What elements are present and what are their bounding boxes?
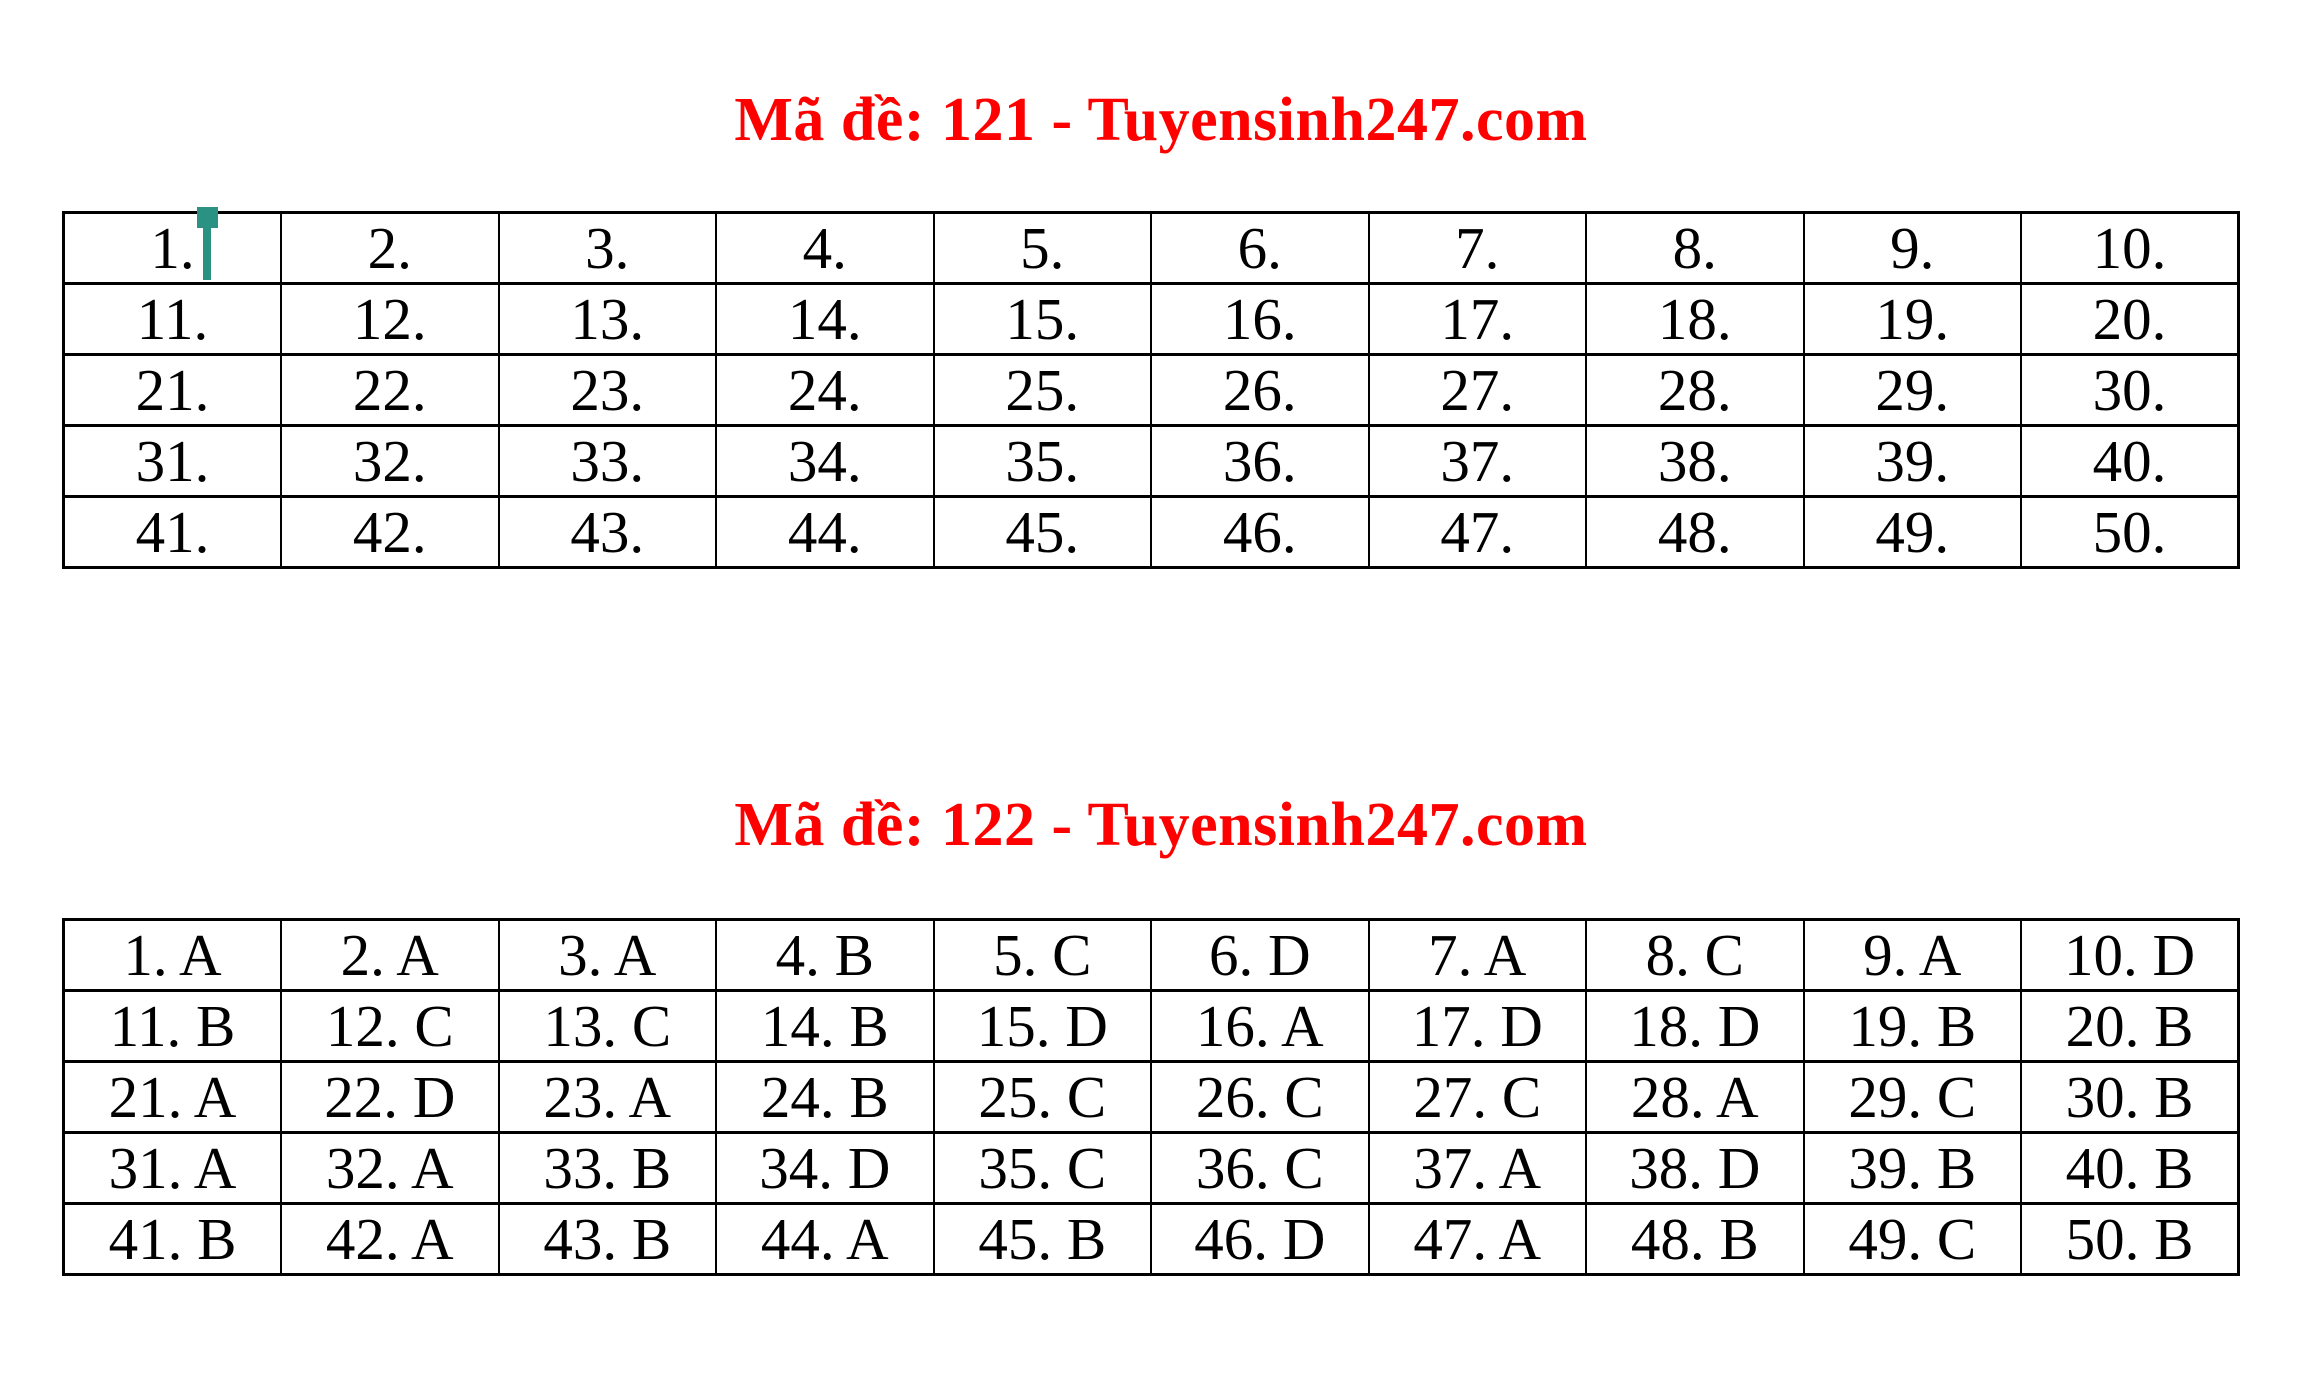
answer-cell[interactable]: 39. bbox=[1804, 426, 2022, 497]
answer-row bbox=[64, 1062, 2239, 1133]
answer-cell[interactable]: 26. C bbox=[1151, 1062, 1369, 1133]
answer-cell[interactable]: 16. bbox=[1151, 284, 1369, 355]
answer-cell[interactable]: 50. B bbox=[2021, 1204, 2239, 1275]
answer-cell[interactable]: 19. bbox=[1804, 284, 2022, 355]
answer-cell[interactable]: 12. C bbox=[281, 991, 499, 1062]
answer-cell[interactable]: 8. C bbox=[1586, 920, 1804, 991]
answer-cell[interactable]: 31. bbox=[64, 426, 282, 497]
answer-cell[interactable]: 21. A bbox=[64, 1062, 282, 1133]
answer-cell[interactable]: 11. B bbox=[64, 991, 282, 1062]
answer-cell[interactable]: 24. B bbox=[716, 1062, 934, 1133]
answer-cell[interactable]: 9. A bbox=[1804, 920, 2022, 991]
answer-cell[interactable]: 43. bbox=[499, 497, 717, 568]
answer-cell[interactable]: 36. C bbox=[1151, 1133, 1369, 1204]
answer-row bbox=[64, 991, 2239, 1062]
answer-cell[interactable]: 42. bbox=[281, 497, 499, 568]
answer-cell[interactable]: 6. D bbox=[1151, 920, 1369, 991]
answer-row bbox=[64, 920, 2239, 991]
answer-cell[interactable]: 10. D bbox=[2021, 920, 2239, 991]
answer-cell[interactable]: 7. bbox=[1369, 213, 1587, 284]
answer-cell[interactable]: 4. bbox=[716, 213, 934, 284]
answer-cell[interactable]: 25. C bbox=[934, 1062, 1152, 1133]
answer-cell[interactable]: 1. bbox=[64, 213, 282, 284]
answer-cell[interactable]: 40. B bbox=[2021, 1133, 2239, 1204]
answer-cell[interactable]: 38. D bbox=[1586, 1133, 1804, 1204]
answer-row bbox=[64, 355, 2239, 426]
answer-cell[interactable]: 37. A bbox=[1369, 1133, 1587, 1204]
answer-cell[interactable]: 46. bbox=[1151, 497, 1369, 568]
answer-cell[interactable]: 2. A bbox=[281, 920, 499, 991]
answer-cell[interactable]: 45. B bbox=[934, 1204, 1152, 1275]
answer-cell[interactable]: 22. D bbox=[281, 1062, 499, 1133]
answer-cell[interactable]: 29. bbox=[1804, 355, 2022, 426]
answer-cell[interactable]: 30. B bbox=[2021, 1062, 2239, 1133]
answer-cell[interactable]: 22. bbox=[281, 355, 499, 426]
answer-cell[interactable]: 9. bbox=[1804, 213, 2022, 284]
answer-cell[interactable]: 13. C bbox=[499, 991, 717, 1062]
text-caret bbox=[197, 207, 218, 280]
answer-cell[interactable]: 16. A bbox=[1151, 991, 1369, 1062]
answer-cell[interactable]: 1. A bbox=[64, 920, 282, 991]
answer-cell[interactable]: 41. bbox=[64, 497, 282, 568]
answer-cell[interactable]: 17. bbox=[1369, 284, 1587, 355]
answer-cell[interactable]: 37. bbox=[1369, 426, 1587, 497]
answer-cell[interactable]: 36. bbox=[1151, 426, 1369, 497]
answer-cell[interactable]: 13. bbox=[499, 284, 717, 355]
answer-cell[interactable]: 20. B bbox=[2021, 991, 2239, 1062]
answer-cell[interactable]: 47. bbox=[1369, 497, 1587, 568]
answer-cell[interactable]: 11. bbox=[64, 284, 282, 355]
answer-cell[interactable]: 41. B bbox=[64, 1204, 282, 1275]
answer-cell[interactable]: 32. A bbox=[281, 1133, 499, 1204]
answer-cell[interactable]: 23. A bbox=[499, 1062, 717, 1133]
answer-cell[interactable]: 29. C bbox=[1804, 1062, 2022, 1133]
answer-cell[interactable]: 21. bbox=[64, 355, 282, 426]
answer-cell[interactable]: 43. B bbox=[499, 1204, 717, 1275]
answer-cell[interactable]: 48. bbox=[1586, 497, 1804, 568]
answer-cell[interactable]: 10. bbox=[2021, 213, 2239, 284]
answer-cell[interactable]: 46. D bbox=[1151, 1204, 1369, 1275]
answer-row bbox=[64, 497, 2239, 568]
answer-cell[interactable]: 6. bbox=[1151, 213, 1369, 284]
exam-122-title: Mã đề: 122 - Tuyensinh247.com bbox=[734, 791, 1588, 859]
answer-cell[interactable]: 33. B bbox=[499, 1133, 717, 1204]
exam-121-title: Mã đề: 121 - Tuyensinh247.com bbox=[734, 86, 1588, 154]
answer-cell[interactable]: 20. bbox=[2021, 284, 2239, 355]
answer-cell[interactable]: 33. bbox=[499, 426, 717, 497]
answer-cell[interactable]: 5. bbox=[934, 213, 1152, 284]
answer-cell[interactable]: 19. B bbox=[1804, 991, 2022, 1062]
answer-cell[interactable]: 15. D bbox=[934, 991, 1152, 1062]
text-caret-stem bbox=[203, 228, 211, 280]
answer-cell[interactable]: 49. bbox=[1804, 497, 2022, 568]
answer-cell[interactable]: 35. C bbox=[934, 1133, 1152, 1204]
answer-cell[interactable]: 28. bbox=[1586, 355, 1804, 426]
answer-cell[interactable]: 44. A bbox=[716, 1204, 934, 1275]
answer-cell[interactable]: 3. A bbox=[499, 920, 717, 991]
answer-row bbox=[64, 426, 2239, 497]
answer-cell[interactable]: 18. D bbox=[1586, 991, 1804, 1062]
answer-cell[interactable]: 8. bbox=[1586, 213, 1804, 284]
answer-cell[interactable]: 2. bbox=[281, 213, 499, 284]
answer-cell[interactable]: 15. bbox=[934, 284, 1152, 355]
answer-cell[interactable]: 25. bbox=[934, 355, 1152, 426]
answer-cell[interactable]: 12. bbox=[281, 284, 499, 355]
answer-cell[interactable]: 7. A bbox=[1369, 920, 1587, 991]
answer-cell[interactable]: 45. bbox=[934, 497, 1152, 568]
answer-cell[interactable]: 30. bbox=[2021, 355, 2239, 426]
answer-cell[interactable]: 27. bbox=[1369, 355, 1587, 426]
answer-row bbox=[64, 1133, 2239, 1204]
answer-cell[interactable]: 38. bbox=[1586, 426, 1804, 497]
exam-122-answer-table-body bbox=[64, 920, 2239, 1275]
answer-cell[interactable]: 48. B bbox=[1586, 1204, 1804, 1275]
answer-cell[interactable]: 35. bbox=[934, 426, 1152, 497]
answer-cell[interactable]: 14. B bbox=[716, 991, 934, 1062]
answer-cell[interactable]: 42. A bbox=[281, 1204, 499, 1275]
answer-cell[interactable]: 26. bbox=[1151, 355, 1369, 426]
answer-row bbox=[64, 284, 2239, 355]
exam-122-answer-table bbox=[62, 918, 2240, 1276]
answer-cell[interactable]: 18. bbox=[1586, 284, 1804, 355]
answer-cell[interactable]: 3. bbox=[499, 213, 717, 284]
exam-121-answer-table bbox=[62, 211, 2240, 569]
answer-cell[interactable]: 17. D bbox=[1369, 991, 1587, 1062]
answer-cell[interactable]: 27. C bbox=[1369, 1062, 1587, 1133]
answer-cell[interactable]: 24. bbox=[716, 355, 934, 426]
answer-row bbox=[64, 213, 2239, 284]
answer-cell[interactable]: 39. B bbox=[1804, 1133, 2022, 1204]
answer-cell[interactable]: 14. bbox=[716, 284, 934, 355]
answer-cell[interactable]: 44. bbox=[716, 497, 934, 568]
answer-cell[interactable]: 28. A bbox=[1586, 1062, 1804, 1133]
answer-cell[interactable]: 40. bbox=[2021, 426, 2239, 497]
answer-cell[interactable]: 47. A bbox=[1369, 1204, 1587, 1275]
answer-cell[interactable]: 31. A bbox=[64, 1133, 282, 1204]
answer-cell[interactable]: 23. bbox=[499, 355, 717, 426]
answer-row bbox=[64, 1204, 2239, 1275]
answer-cell[interactable]: 49. C bbox=[1804, 1204, 2022, 1275]
text-caret-flag-icon bbox=[197, 207, 218, 228]
answer-cell[interactable]: 4. B bbox=[716, 920, 934, 991]
answer-cell[interactable]: 32. bbox=[281, 426, 499, 497]
answer-cell[interactable]: 5. C bbox=[934, 920, 1152, 991]
answer-cell[interactable]: 34. D bbox=[716, 1133, 934, 1204]
exam-121-answer-table-body bbox=[64, 213, 2239, 568]
answer-cell[interactable]: 34. bbox=[716, 426, 934, 497]
answer-cell[interactable]: 50. bbox=[2021, 497, 2239, 568]
